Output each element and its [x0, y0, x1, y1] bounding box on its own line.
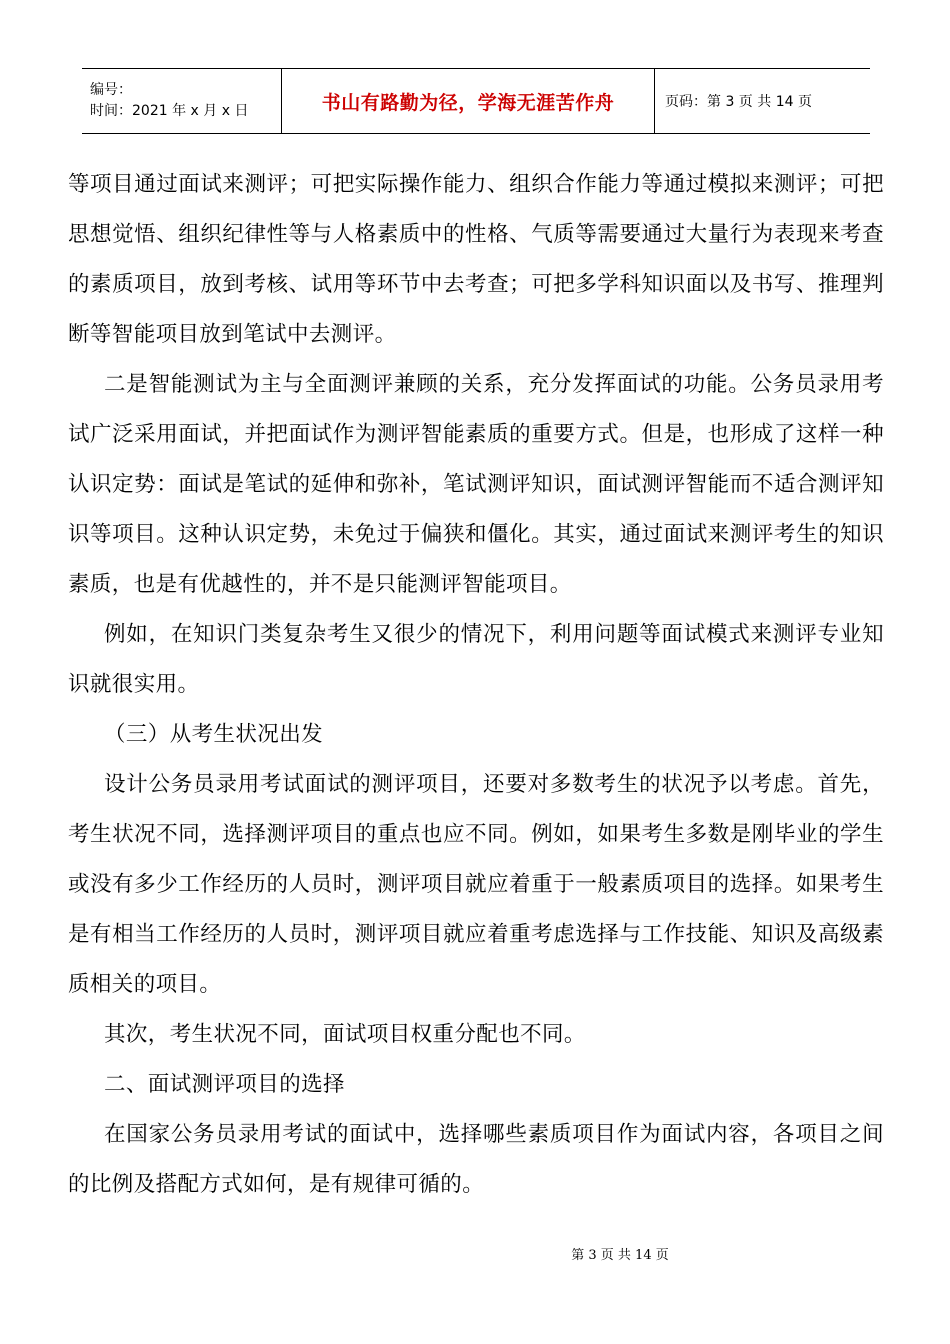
body-paragraph: 在国家公务员录用考试的面试中，选择哪些素质项目作为面试内容，各项目之间的比例及搭配方式如何，是有规律可循的。: [68, 1122, 884, 1197]
body-paragraph: 其次，考生状况不同，面试项目权重分配也不同。: [104, 1022, 586, 1047]
body-paragraph: 例如，在知识门类复杂考生又很少的情况下，利用问题等面试模式来测评专业知识就很实用。: [68, 622, 884, 697]
document-body: [68, 160, 884, 1210]
header-motto: 书山有路勤为径，学海无涯苦作舟: [321, 91, 615, 114]
header-page-info: 页码：第 3 页 共 14 页: [665, 94, 812, 110]
footer-page-number: 第 3 页 共 14 页: [571, 1248, 669, 1263]
document-date: 时间：2021 年 x 月 x 日: [90, 103, 249, 119]
header-motto-cell: [282, 69, 655, 133]
document-number-label: 编号：: [90, 82, 132, 98]
page-footer: [0, 1244, 950, 1263]
header-page-info-cell: [655, 69, 870, 133]
header-meta: [82, 69, 282, 133]
body-paragraph: 等项目通过面试来测评；可把实际操作能力、组织合作能力等通过模拟来测评；可把思想觉悟、组织纪律性等与人格素质中的性格、气质等需要通过大量行为表现来考查的素质项目，放到考核、试用等环节中去考查；可把多学科知识面以及书写、推理判断等智能项目放到笔试中去测评。: [68, 172, 884, 347]
section-heading: 二、面试测评项目的选择: [104, 1072, 345, 1097]
page-header: [82, 68, 870, 134]
body-paragraph: 设计公务员录用考试面试的测评项目，还要对多数考生的状况予以考虑。首先，考生状况不同，选择测评项目的重点也应不同。例如，如果考生多数是刚毕业的学生或没有多少工作经历的人员时，测评项目就应着重于一般素质项目的选择。如果考生是有相当工作经历的人员时，测评项目就应着重考虑选择与工作技能、知识及高级素质相关的项目。: [68, 772, 884, 997]
section-heading: （三）从考生状况出发: [104, 722, 324, 747]
body-paragraph: 二是智能测试为主与全面测评兼顾的关系，充分发挥面试的功能。公务员录用考试广泛采用面试，并把面试作为测评智能素质的重要方式。但是，也形成了这样一种认识定势：面试是笔试的延伸和弥补，笔试测评知识，面试测评智能而不适合测评知识等项目。这种认识定势，未免过于偏狭和僵化。其实，通过面试来测评考生的知识素质，也是有优越性的，并不是只能测评智能项目。: [68, 372, 884, 597]
